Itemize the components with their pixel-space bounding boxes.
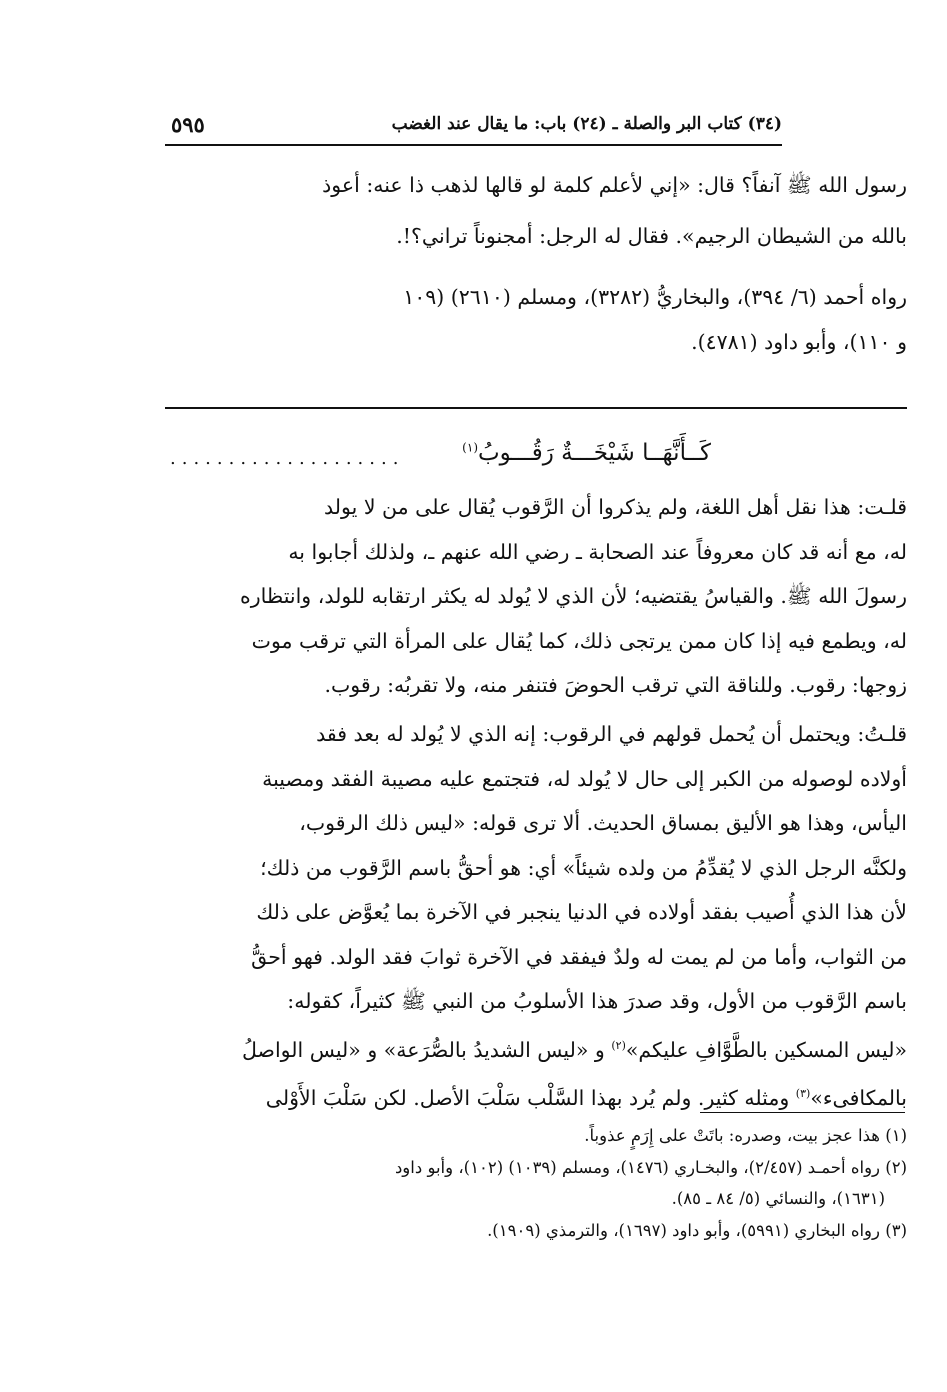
text-line: باسم الرَّقوب من الأول، وقد صدرَ هذا الأسلوبُ من النبي ﷺ كثيراً، كقوله: [287, 989, 907, 1013]
text-line: رسولَ الله ﷺ. والقياسُ يقتضيه؛ لأن الذي لا يُولد له يكثر ارتقابه للولد، وانتظاره [240, 584, 907, 608]
text-line: ولكنَّه الرجل الذي لا يُقدِّمُ من ولده شيئاً» أي: هو أحقُّ باسم الرَّقوب من ذلك؛ [260, 855, 907, 880]
footnote-rule [700, 1112, 905, 1113]
commentary-paragraph-1 [165, 485, 907, 708]
footnote: (١) هذا عجز بيت، وصدره: باتَتْ على إِرَمٍ عذوباً. [584, 1126, 907, 1145]
text-line: رسول الله ﷺ آنفاً؟ قال: «إني لأعلم كلمة لو قالها لذهب ذا عنه: أعوذ [322, 173, 907, 197]
text-line: بالله من الشيطان الرجيم». فقال له الرجل: أمجنوناً تراني؟!. [396, 224, 907, 248]
text-line: أولاده لوصوله من الكبر إلى حال لا يُولد له، فتجتمع عليه مصيبة الفقد ومصيبة [262, 766, 907, 791]
text: ومثله كثير. ولم يُرد بهذا السَّلْب سَلْبَ الأصل. لكن سَلْبَ الأَوْلى [265, 1085, 790, 1110]
text-line: اليأس، وهذا هو الأليق بمساق الحديث. ألا ترى قوله: «ليس ذلك الرقوب، [299, 811, 907, 835]
hadith-text [165, 160, 907, 262]
quote: «ليس المسكين بالطَّوَّافِ عليكم» [625, 1037, 907, 1062]
footnote: (١٦٣١)، والنسائي (٥/ ٨٤ ـ ٨٥). [671, 1189, 885, 1208]
footnote-ref: (٣) [795, 1086, 811, 1100]
text-line: زوجها: رقوب. وللناقة التي ترقب الحوضَ فتنفر منه، ولا تقربُه: رقوب. [324, 673, 907, 697]
text-line: لأن هذا الذي أُصيب بفقد أولاده في الدنيا ينجبر في الآخرة بما يُعوَّض على ذلك [256, 900, 907, 924]
section-divider [165, 407, 907, 409]
footnote-ref: (١) [462, 440, 478, 455]
page-header [165, 112, 782, 142]
citation [165, 275, 907, 365]
verse-line [462, 440, 711, 466]
quote: و «ليس الشديدُ بالصُّرَعة» و «ليس الواصلُ [242, 1037, 605, 1062]
footnote: (٣) رواه البخاري (٥٩٩١)، وأبو داود (١٦٩٧)، والترمذي (١٩٠٩). [487, 1220, 907, 1240]
footnote-ref: (٢) [611, 1038, 626, 1052]
verse-dots: .................... [170, 448, 405, 469]
text-line: له، مع أنه قد كان معروفاً عند الصحابة ـ رضي الله عنهم ـ، ولذلك أجابوا به [288, 539, 907, 564]
header-rule [165, 144, 782, 146]
verse-text: كَــأَنَّهَــا شَيْخَـــةٌ رَقُـــوبُ [478, 440, 711, 466]
text-line: قلـت: هذا نقل أهل اللغة، ولم يذكروا أن الرَّقوب يُقال على من لا يولد [324, 495, 907, 519]
quote: بالمكافىء» [810, 1085, 907, 1110]
page-number: ٥٩٥ [171, 112, 205, 137]
footnotes [165, 1120, 907, 1246]
text-line: رواه أحمد (٦/ ٣٩٤)، والبخاريُّ (٣٢٨٢)، ومسلم (٢٦١٠) (١٠٩ [403, 285, 907, 309]
text-line: و ١١٠)، وأبو داود (٤٧٨١). [691, 330, 907, 354]
commentary-paragraph-2 [165, 712, 907, 1120]
text-line: من الثواب، وأما من لم يمت له ولدٌ فيفقد في الآخرة ثوابَ فقد الولد. فهو أحقُّ [251, 944, 907, 969]
footnote: (٢) رواه أحمـد (٢/٤٥٧)، والبخـاري (١٤٧٦)، ومسلم (١٠٣٩) (١٠٢)، وأبو داود [394, 1157, 907, 1177]
text-line: قلـتُ: ويحتمل أن يُحمل قولهم في الرقوب: إنه الذي لا يُولد له بعد فقد [316, 722, 907, 746]
text-line [165, 1024, 907, 1072]
verse-row [165, 440, 907, 476]
text-line: له، ويطمع فيه إذا كان ممن يرتجى ذلك، كما يُقال على المرأة التي ترقب موت [251, 628, 907, 653]
running-title: (٣٤) كتاب البر والصلة ـ (٢٤) باب: ما يقال عند الغضب [391, 114, 782, 134]
